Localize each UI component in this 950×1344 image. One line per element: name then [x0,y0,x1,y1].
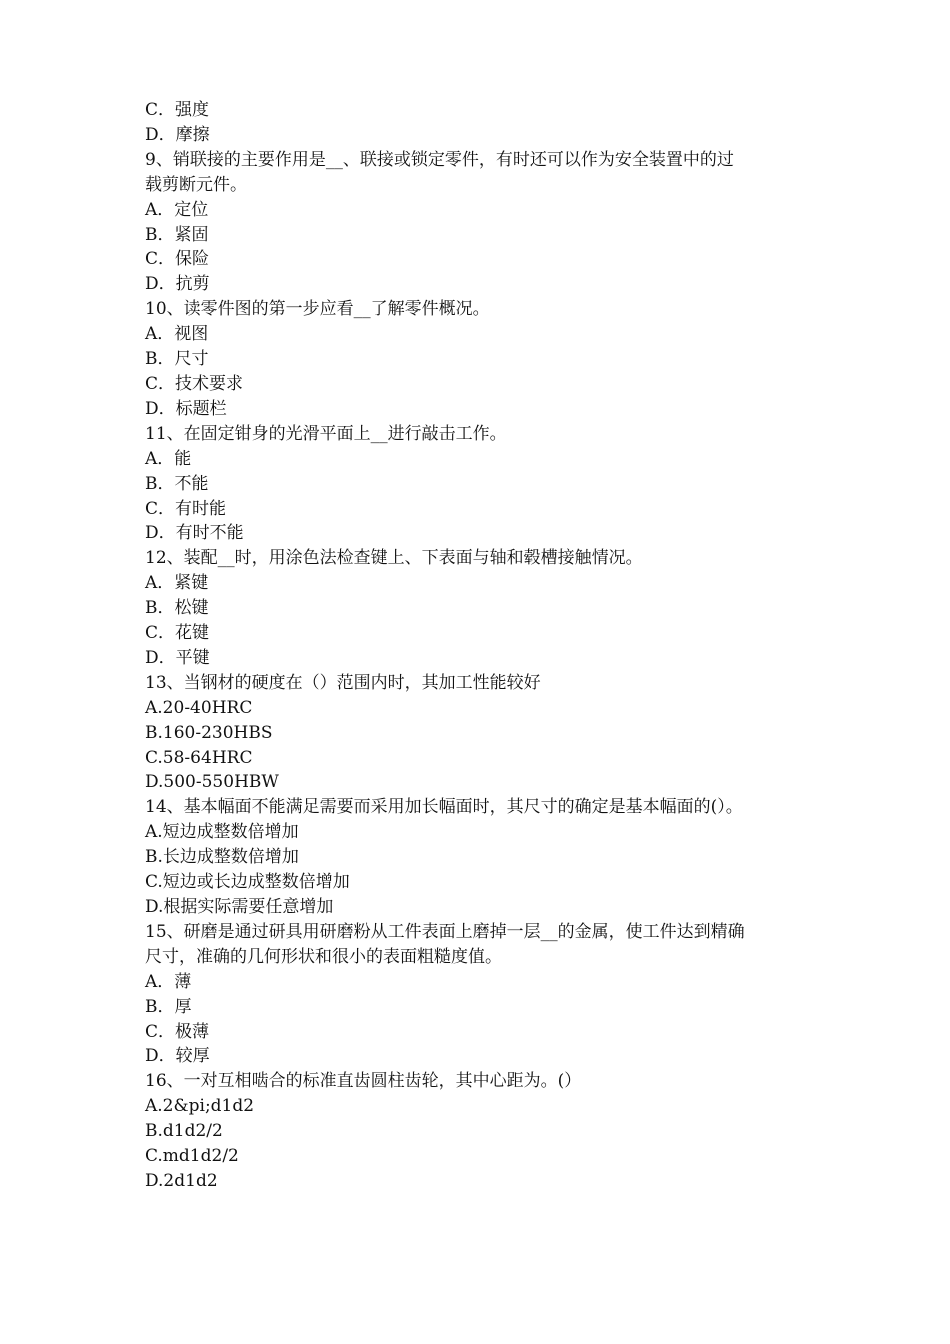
option-line: A．视图 [145,324,209,345]
option-line: B．厚 [145,996,192,1017]
text-line: C．强度 [145,100,210,120]
option-line: A.20-40HRC [145,697,253,718]
question-14: 14、基本幅面不能满足需要而采用加长幅面时，其尺寸的确定是基本幅面的(）。 [145,797,743,818]
question-13: 13、当钢材的硬度在（）范围内时，其加工性能较好 [145,672,541,693]
option-line: A．定位 [145,199,209,220]
question-16: 16、一对互相啮合的标准直齿圆柱齿轮，其中心距为。(） [145,1071,582,1092]
option-line: A．紧键 [145,573,209,594]
text-line: 尺寸，准确的几何形状和很小的表面粗糙度值。 [145,946,502,967]
option-line: A.短边成整数倍增加 [145,822,299,843]
option-line: B．不能 [145,473,209,494]
question-12: 12、装配__时，用涂色法检查键上、下表面与轴和毂槽接触情况。 [145,548,643,569]
option-line: A.2&pi;d1d2 [145,1096,255,1117]
option-line: C．有时能 [145,498,227,519]
option-line: C．技术要求 [145,373,244,394]
option-line: B．紧固 [145,224,209,245]
question-9: 9、销联接的主要作用是__、联接或锁定零件，有时还可以作为安全装置中的过 [145,149,734,170]
question-11: 11、在固定钳身的光滑平面上__进行敲击工作。 [145,423,507,444]
option-line: B.长边成整数倍增加 [145,847,299,868]
option-line: C.短边或长边成整数倍增加 [145,872,350,893]
option-line: C．保险 [145,249,210,270]
option-line: B.d1d2/2 [145,1121,223,1142]
question-15: 15、研磨是通过研具用研磨粉从工件表面上磨掉一层__的金属，使工件达到精确 [145,921,745,942]
option-line: D.根据实际需要任意增加 [145,897,334,917]
option-line: D.2d1d2 [145,1170,218,1191]
question-10: 10、读零件图的第一步应看__了解零件概况。 [145,299,490,320]
option-line: C.md1d2/2 [145,1146,239,1167]
option-line: A．能 [145,448,192,469]
option-line: A．薄 [145,971,192,992]
option-line: B．尺寸 [145,349,209,370]
text-line: 载剪断元件。 [145,174,247,195]
document-page [145,98,810,1194]
option-line: C．极薄 [145,1021,210,1042]
option-line: D．标题栏 [145,398,227,419]
option-line: D．抗剪 [145,274,210,295]
option-line: D．平键 [145,647,210,668]
option-line: C.58-64HRC [145,747,253,768]
option-line: B.160-230HBS [145,722,273,743]
option-line: D.500-550HBW [145,772,279,793]
option-line: D．较厚 [145,1046,210,1067]
text-line: D．摩擦 [145,124,210,145]
option-line: D．有时不能 [145,523,244,544]
option-line: B．松键 [145,598,209,619]
option-line: C．花键 [145,623,210,644]
